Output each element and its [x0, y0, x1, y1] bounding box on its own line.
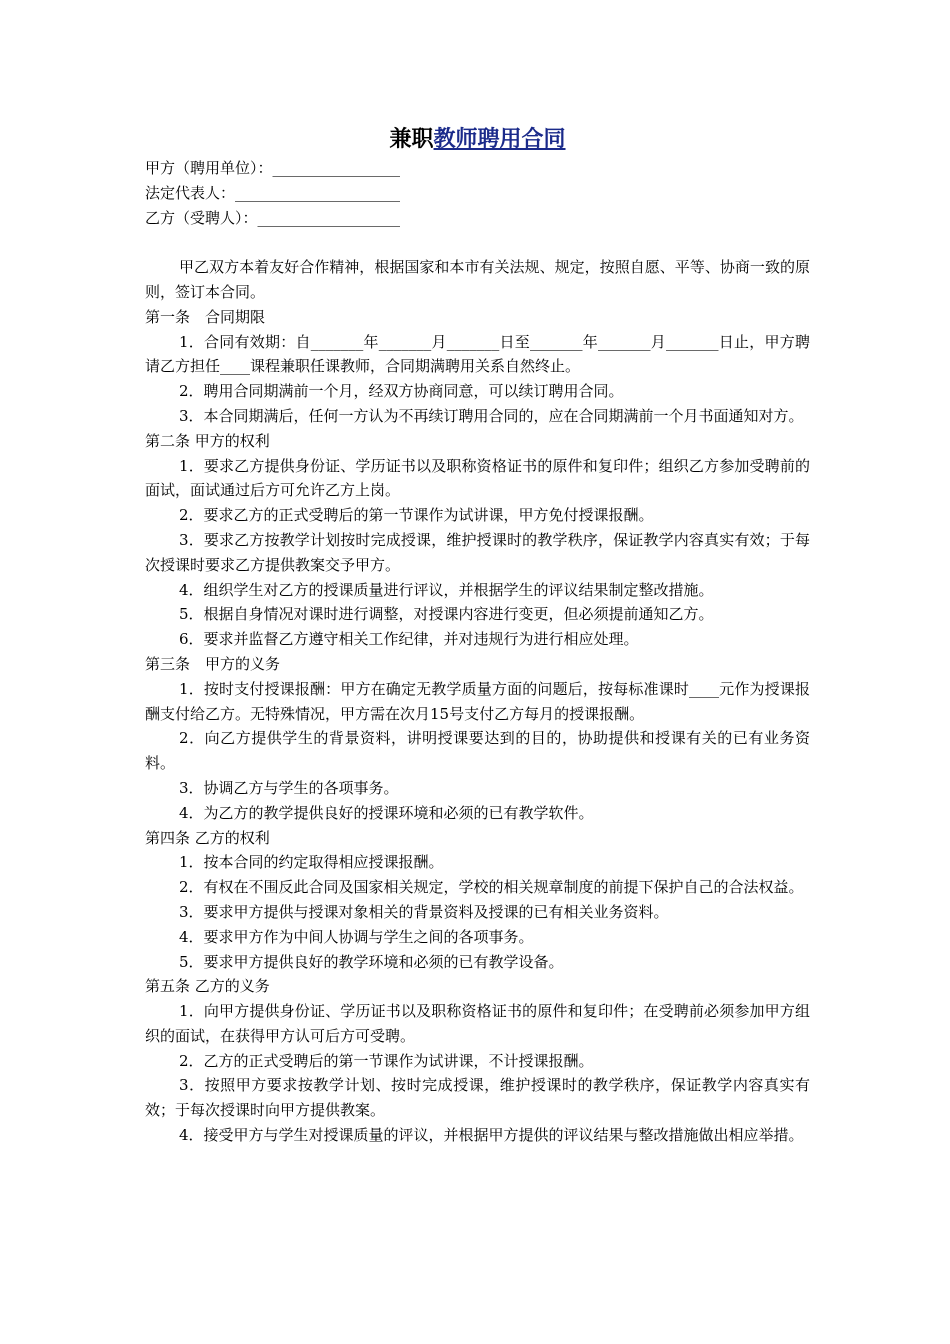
- article-3-item: 4．为乙方的教学提供良好的授课环境和必须的已有教学软件。: [179, 803, 594, 822]
- article-1-item: 1．合同有效期：自_______年_______月_______日至_______年_______月_______日止，甲方聘请乙方担任____课程兼职任课教师，合同期满聘用关系自然终止。: [145, 332, 810, 376]
- title-link[interactable]: 教师聘用合同: [433, 126, 566, 152]
- intro-paragraph: 甲乙双方本着友好合作精神，根据国家和本市有关法规、规定，按照自愿、平等、协商一致的原则，签订本合同。: [145, 258, 810, 301]
- article-3-item: 1．按时支付授课报酬：甲方在确定无教学质量方面的问题后，按每标准课时____元作为授课报酬支付给乙方。无特殊情况，甲方需在次月15号支付乙方每月的授课报酬。: [145, 679, 810, 723]
- party-a-line: 甲方（聘用单位）：_________________: [145, 159, 401, 177]
- article-3-item: 2．向乙方提供学生的背景资料，讲明授课要达到的目的，协助提供和授课有关的已有业务资料。: [145, 729, 810, 773]
- article-4-item: 2．有权在不围反此合同及国家相关规定，学校的相关规章制度的前提下保护自己的合法权益。: [179, 878, 804, 897]
- spacer: [145, 230, 810, 255]
- article-4-item: 1．按本合同的约定取得相应授课报酬。: [179, 853, 444, 872]
- article-2-item: 4．组织学生对乙方的授课质量进行评议，并根据学生的评议结果制定整改措施。: [179, 580, 714, 599]
- legal-representative-line: 法定代表人：______________________: [145, 183, 401, 202]
- party-b-line: 乙方（受聘人）：___________________: [145, 208, 401, 227]
- article-2-item: 2．要求乙方的正式受聘后的第一节课作为试讲课，甲方免付授课报酬。: [179, 506, 654, 525]
- article-3-item: 3．协调乙方与学生的各项事务。: [179, 778, 399, 797]
- title-prefix: 兼职: [389, 126, 434, 152]
- article-1-item: 3．本合同期满后，任何一方认为不再续订聘用合同的，应在合同期满前一个月书面通知对方。: [179, 406, 804, 425]
- article-4-item: 3．要求甲方提供与授课对象相关的背景资料及授课的已有相关业务资料。: [179, 902, 669, 921]
- article-2-heading: 第二条 甲方的权利: [145, 431, 270, 450]
- article-5-item: 1．向甲方提供身份证、学历证书以及职称资格证书的原件和复印件；在受聘前必须参加甲方组织的面试，在获得甲方认可后方可受聘。: [145, 1002, 810, 1045]
- article-4-item: 5．要求甲方提供良好的教学环境和必须的已有教学设备。: [179, 952, 564, 971]
- contract-page: [145, 118, 810, 1148]
- article-2-item: 3．要求乙方按教学计划按时完成授课，维护授课时的教学秩序，保证教学内容真实有效；于每次授课时要求乙方提供教案交予甲方。: [145, 530, 810, 574]
- article-2-item: 6．要求并监督乙方遵守相关工作纪律，并对违规行为进行相应处理。: [179, 630, 639, 649]
- article-5-item: 4．接受甲方与学生对授课质量的评议，并根据甲方提供的评议结果与整改措施做出相应举措。: [179, 1126, 804, 1145]
- article-3-heading: 第三条 甲方的义务: [145, 654, 281, 673]
- article-1-heading: 第一条 合同期限: [145, 307, 266, 326]
- article-1-item: 2．聘用合同期满前一个月，经双方协商同意，可以续订聘用合同。: [179, 382, 624, 401]
- article-5-item: 2．乙方的正式受聘后的第一节课作为试讲课，不计授课报酬。: [179, 1051, 594, 1070]
- document-title: [145, 124, 810, 154]
- article-5-item: 3．按照甲方要求按教学计划、按时完成授课，维护授课时的教学秩序，保证教学内容真实有效；于每次授课时向甲方提供教案。: [145, 1076, 810, 1120]
- article-4-heading: 第四条 乙方的权利: [145, 828, 270, 847]
- article-2-item: 5．根据自身情况对课时进行调整，对授课内容进行变更，但必须提前通知乙方。: [179, 605, 714, 624]
- article-4-item: 4．要求甲方作为中间人协调与学生之间的各项事务。: [179, 927, 534, 946]
- article-5-heading: 第五条 乙方的义务: [145, 977, 270, 996]
- article-2-item: 1．要求乙方提供身份证、学历证书以及职称资格证书的原件和复印件；组织乙方参加受聘前的面试，面试通过后方可允许乙方上岗。: [145, 456, 810, 500]
